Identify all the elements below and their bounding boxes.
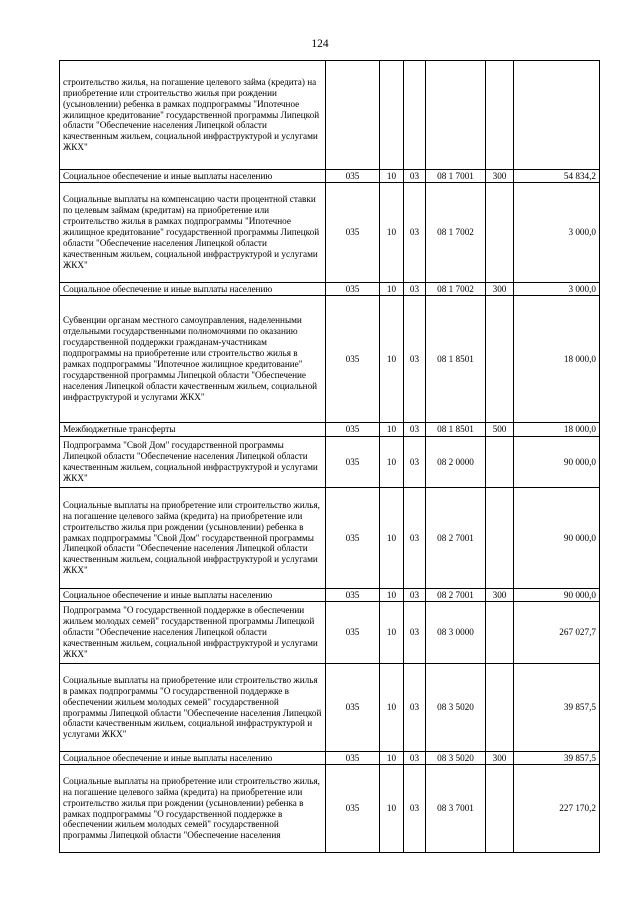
ministry-code: 035 [326, 664, 380, 752]
table-row [60, 589, 600, 602]
amount: 18 000,0 [514, 423, 600, 437]
amount [514, 61, 600, 170]
item-name: Социальное обеспечение и иные выплаты населению [60, 170, 326, 183]
item-name: Социальные выплаты на приобретение или строительство жилья, на погашение целевого займа (кредита) на приобретение или строительство жилья при рождении (усыновлении) ребенка в рамках подпрограммы "Свой Дом" государственной программы Липецкой области "Обеспечение населения Липецкой области качественным жильем, социальной инфраструктурой и услугами ЖКХ" [60, 488, 326, 589]
expense-type [486, 183, 514, 283]
ministry-code [326, 61, 380, 170]
subsection-code: 03 [404, 183, 426, 283]
section-code: 10 [380, 437, 404, 488]
expense-type: 300 [486, 589, 514, 602]
section-code: 10 [380, 602, 404, 664]
item-name: Подпрограмма "О государственной поддержке в обеспечении жильем молодых семей" государственной программы Липецкой области "Обеспечение населения Липецкой области качественным жильем, социальной инфраструктурой и услугами ЖКХ" [60, 602, 326, 664]
amount: 90 000,0 [514, 589, 600, 602]
amount: 54 834,2 [514, 170, 600, 183]
subsection-code: 03 [404, 423, 426, 437]
expense-type [486, 488, 514, 589]
amount: 18 000,0 [514, 296, 600, 423]
subsection-code: 03 [404, 170, 426, 183]
table-row [60, 170, 600, 183]
subsection-code: 03 [404, 488, 426, 589]
target-article: 08 2 7001 [426, 488, 486, 589]
section-code: 10 [380, 296, 404, 423]
expense-type [486, 602, 514, 664]
target-article: 08 1 8501 [426, 423, 486, 437]
target-article: 08 2 7001 [426, 589, 486, 602]
ministry-code: 035 [326, 437, 380, 488]
ministry-code: 035 [326, 488, 380, 589]
amount: 90 000,0 [514, 488, 600, 589]
section-code: 10 [380, 752, 404, 765]
item-name: Социальное обеспечение и иные выплаты населению [60, 752, 326, 765]
subsection-code: 03 [404, 437, 426, 488]
section-code [380, 61, 404, 170]
item-name: строительство жилья, на погашение целевого займа (кредита) на приобретение или строительство жилья при рождении (усыновлении) ребенка в рамках подпрограммы "Ипотечное жилищное кредитование" государственной программы Липецкой области "Обеспечение населения Липецкой области качественным жильем, социальной инфраструктурой и услугами ЖКХ" [60, 61, 326, 170]
ministry-code: 035 [326, 765, 380, 853]
item-name: Социальное обеспечение и иные выплаты населению [60, 589, 326, 602]
item-name: Социальное обеспечение и иные выплаты населению [60, 283, 326, 296]
amount: 227 170,2 [514, 765, 600, 853]
subsection-code: 03 [404, 752, 426, 765]
amount: 3 000,0 [514, 283, 600, 296]
subsection-code: 03 [404, 602, 426, 664]
budget-table-body [60, 61, 600, 853]
ministry-code: 035 [326, 170, 380, 183]
amount: 39 857,5 [514, 752, 600, 765]
expense-type [486, 61, 514, 170]
expense-type: 500 [486, 423, 514, 437]
target-article: 08 3 5020 [426, 664, 486, 752]
expense-type: 300 [486, 752, 514, 765]
subsection-code: 03 [404, 589, 426, 602]
item-name: Субвенции органам местного самоуправления, наделенными отдельными государственными полномочиями по оказанию государственной поддержки гражданам-участникам подпрограммы на приобретение или строительство жилья в рамках подпрограммы "Ипотечное жилищное кредитование" государственной программы Липецкой области "Обеспечение населения Липецкой области качественным жильем, социальной инфраструктурой и услугами ЖКХ" [60, 296, 326, 423]
subsection-code: 03 [404, 283, 426, 296]
target-article: 08 1 7002 [426, 183, 486, 283]
section-code: 10 [380, 488, 404, 589]
amount: 39 857,5 [514, 664, 600, 752]
table-row [60, 183, 600, 283]
section-code: 10 [380, 765, 404, 853]
expense-type [486, 437, 514, 488]
table-row [60, 437, 600, 488]
item-name: Подпрограмма "Свой Дом" государственной программы Липецкой области "Обеспечение населения Липецкой области качественным жильем, социальной инфраструктурой и услугами ЖКХ" [60, 437, 326, 488]
amount: 267 027,7 [514, 602, 600, 664]
table-row [60, 752, 600, 765]
target-article: 08 1 7001 [426, 170, 486, 183]
target-article: 08 3 0000 [426, 602, 486, 664]
section-code: 10 [380, 664, 404, 752]
expense-type [486, 664, 514, 752]
subsection-code: 03 [404, 664, 426, 752]
table-row [60, 488, 600, 589]
section-code: 10 [380, 170, 404, 183]
budget-table [59, 60, 600, 853]
ministry-code: 035 [326, 602, 380, 664]
target-article: 08 3 5020 [426, 752, 486, 765]
target-article: 08 1 7002 [426, 283, 486, 296]
table-row [60, 296, 600, 423]
amount: 90 000,0 [514, 437, 600, 488]
section-code: 10 [380, 283, 404, 296]
table-row [60, 423, 600, 437]
amount: 3 000,0 [514, 183, 600, 283]
ministry-code: 035 [326, 752, 380, 765]
ministry-code: 035 [326, 183, 380, 283]
subsection-code: 03 [404, 296, 426, 423]
section-code: 10 [380, 589, 404, 602]
ministry-code: 035 [326, 296, 380, 423]
ministry-code: 035 [326, 589, 380, 602]
subsection-code: 03 [404, 765, 426, 853]
ministry-code: 035 [326, 283, 380, 296]
target-article: 08 3 7001 [426, 765, 486, 853]
section-code: 10 [380, 183, 404, 283]
table-row [60, 283, 600, 296]
item-name: Социальные выплаты на компенсацию части процентной ставки по целевым займам (кредитам) на приобретение или строительство жилья в рамках подпрограммы "Ипотечное жилищное кредитование" государственной программы Липецкой области "Обеспечение населения Липецкой области качественным жильем, социальной инфраструктурой и услугами ЖКХ" [60, 183, 326, 283]
table-row [60, 61, 600, 170]
table-row [60, 602, 600, 664]
page-number: 124 [311, 38, 329, 50]
target-article [426, 61, 486, 170]
subsection-code [404, 61, 426, 170]
expense-type [486, 765, 514, 853]
target-article: 08 1 8501 [426, 296, 486, 423]
target-article: 08 2 0000 [426, 437, 486, 488]
ministry-code: 035 [326, 423, 380, 437]
item-name: Социальные выплаты на приобретение или строительство жилья, на погашение целевого займа (кредита) на приобретение или строительство жилья при рождении (усыновлении) ребенка в рамках подпрограммы "О государственной поддержке в обеспечении жильем молодых семей" государственной программы Липецкой области "Обеспечение населения [60, 765, 326, 853]
item-name: Межбюджетные трансферты [60, 423, 326, 437]
table-row [60, 664, 600, 752]
table-row [60, 765, 600, 853]
expense-type: 300 [486, 283, 514, 296]
expense-type: 300 [486, 170, 514, 183]
item-name: Социальные выплаты на приобретение или строительство жилья в рамках подпрограммы "О государственной поддержке в обеспечении жильем молодых семей" государственной программы Липецкой области "Обеспечение населения Липецкой области качественным жильем, социальной инфраструктурой и услугами ЖКХ" [60, 664, 326, 752]
section-code: 10 [380, 423, 404, 437]
expense-type [486, 296, 514, 423]
